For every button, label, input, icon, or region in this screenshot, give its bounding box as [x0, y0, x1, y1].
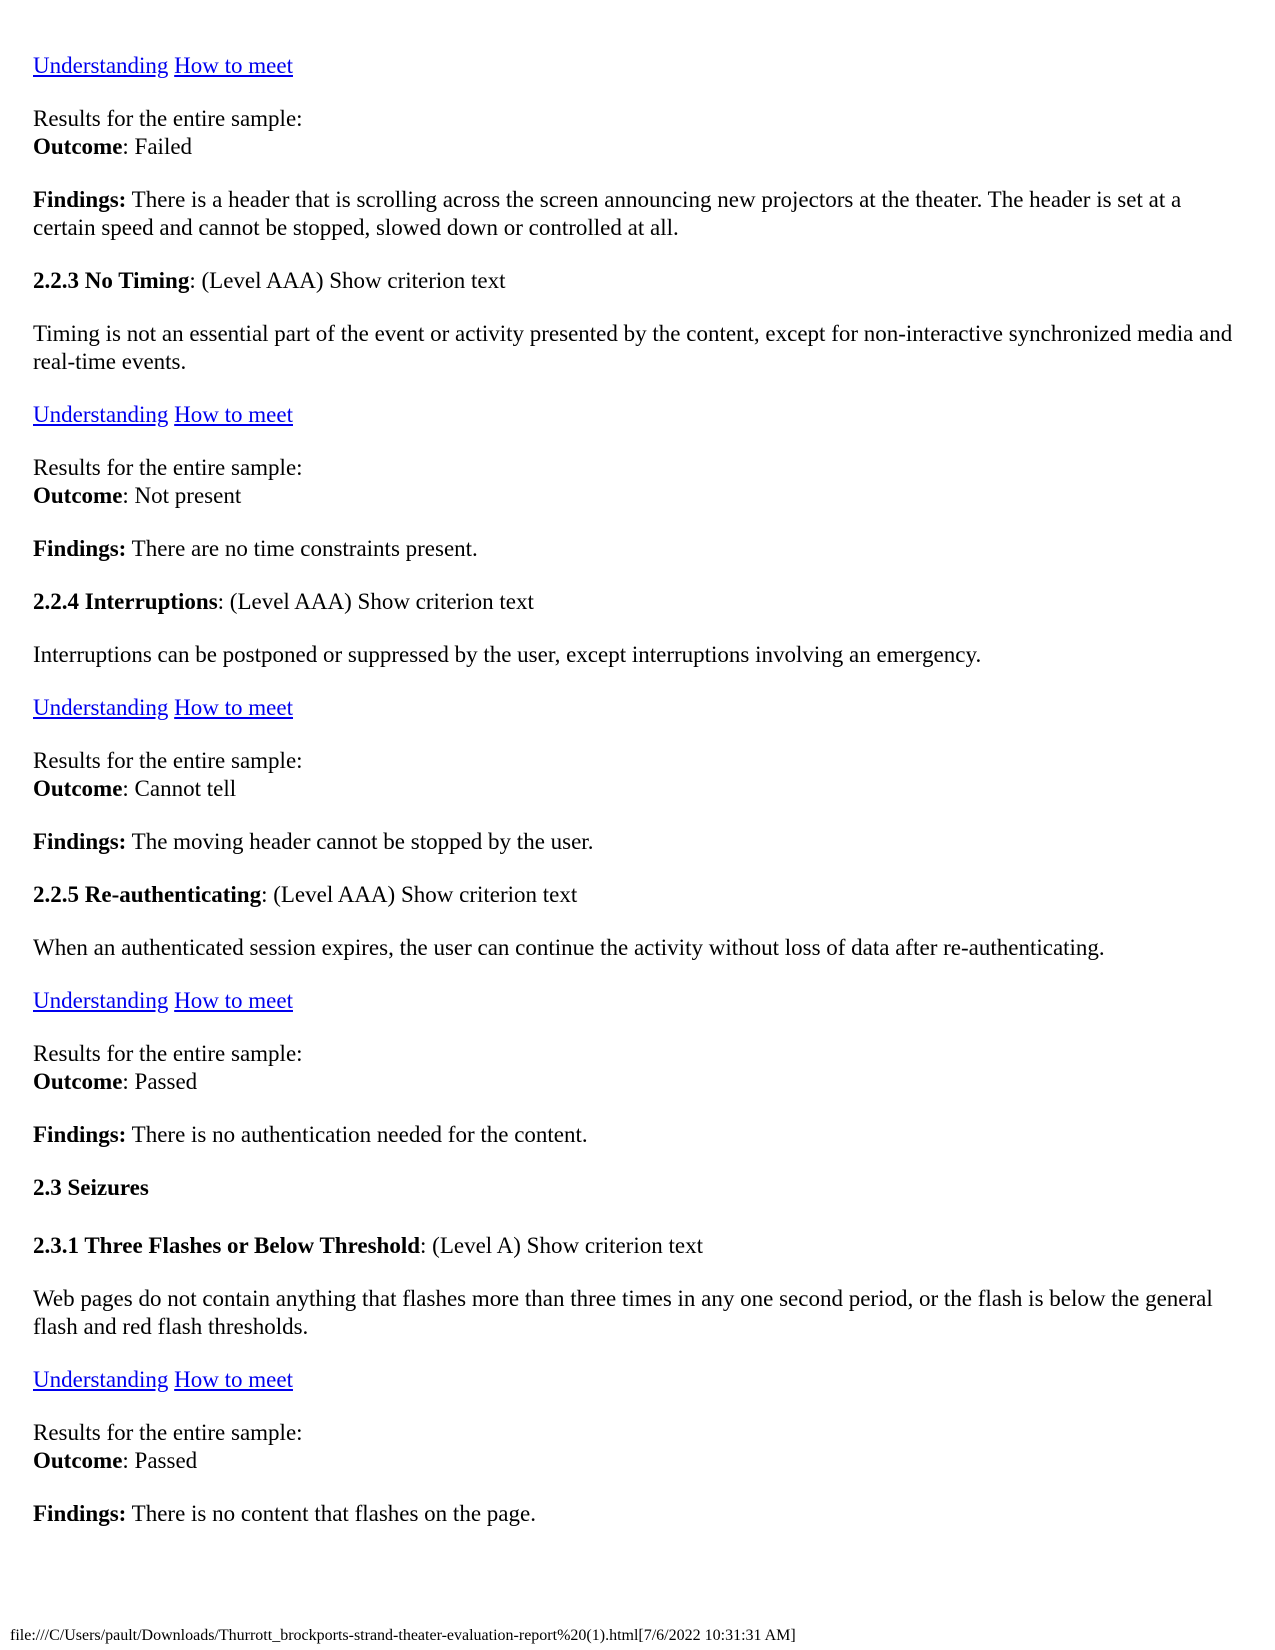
criterion-title: 2.2.5 Re-authenticating	[33, 882, 262, 907]
findings-line	[33, 1500, 1248, 1528]
outcome-label: Outcome	[33, 134, 123, 159]
results-label: Results for the entire sample:	[33, 106, 303, 131]
criterion-description: Timing is not an essential part of the event or activity presented by the content, except for non-interactive synchronized media and real-time events.	[33, 321, 1233, 374]
criterion-description: Interruptions can be postponed or suppressed by the user, except interruptions involving an emergency.	[33, 642, 982, 667]
criterion-heading	[33, 588, 1248, 616]
findings-line	[33, 1121, 1248, 1149]
findings-text: There is no authentication needed for the content.	[126, 1122, 588, 1147]
criterion-heading	[33, 267, 1248, 295]
outcome-line	[33, 775, 1248, 803]
criterion-links	[33, 987, 1248, 1015]
how-to-meet-link[interactable]: How to meet	[174, 1367, 293, 1392]
how-to-meet-link[interactable]: How to meet	[174, 988, 293, 1013]
outcome-label: Outcome	[33, 1448, 123, 1473]
criterion-level: : (Level AAA) Show criterion text	[217, 589, 534, 614]
outcome-value: : Passed	[122, 1448, 198, 1473]
criterion-links	[33, 694, 1248, 722]
understanding-link[interactable]: Understanding	[33, 1367, 169, 1392]
criterion-title: 2.2.4 Interruptions	[33, 589, 218, 614]
results-label: Results for the entire sample:	[33, 1041, 303, 1066]
criterion-level: : (Level A) Show criterion text	[420, 1233, 703, 1258]
outcome-value: : Failed	[122, 134, 193, 159]
understanding-link[interactable]: Understanding	[33, 53, 169, 78]
criterion-description: Web pages do not contain anything that flashes more than three times in any one second period, or the flash is below the general flash and red flash thresholds.	[33, 1286, 1213, 1339]
results-label: Results for the entire sample:	[33, 1420, 303, 1445]
outcome-value: : Not present	[122, 483, 242, 508]
understanding-link[interactable]: Understanding	[33, 695, 169, 720]
understanding-link[interactable]: Understanding	[33, 402, 169, 427]
how-to-meet-link[interactable]: How to meet	[174, 402, 293, 427]
outcome-label: Outcome	[33, 483, 123, 508]
criterion-links	[33, 401, 1248, 429]
findings-label: Findings:	[33, 1122, 127, 1147]
criterion-heading	[33, 881, 1248, 909]
criterion-level: : (Level AAA) Show criterion text	[261, 882, 578, 907]
how-to-meet-link[interactable]: How to meet	[174, 695, 293, 720]
results-label: Results for the entire sample:	[33, 455, 303, 480]
outcome-line	[33, 1068, 1248, 1096]
criterion-heading	[33, 1232, 1248, 1260]
findings-text: The moving header cannot be stopped by the user.	[126, 829, 594, 854]
findings-text: There are no time constraints present.	[126, 536, 478, 561]
section-heading: 2.3 Seizures	[33, 1175, 149, 1200]
criterion-description: When an authenticated session expires, the user can continue the activity without loss of data after re-authenticating.	[33, 935, 1105, 960]
findings-text: There is a header that is scrolling across the screen announcing new projectors at the theater. The header is set at a certain speed and cannot be stopped, slowed down or controlled at all.	[33, 187, 1182, 240]
criterion-title: 2.3.1 Three Flashes or Below Threshold	[33, 1233, 421, 1258]
findings-line	[33, 186, 1248, 242]
print-footer-url: file:///C/Users/pault/Downloads/Thurrott_brockports-strand-theater-evaluation-report%20(1).html[7/6/2022 10:31:31 AM]	[10, 1627, 796, 1644]
criterion-title: 2.2.3 No Timing	[33, 268, 190, 293]
outcome-line	[33, 482, 1248, 510]
how-to-meet-link[interactable]: How to meet	[174, 53, 293, 78]
outcome-label: Outcome	[33, 776, 123, 801]
report-page	[33, 52, 1248, 1553]
criterion-links	[33, 1366, 1248, 1394]
findings-text: There is no content that flashes on the page.	[126, 1501, 536, 1526]
findings-line	[33, 535, 1248, 563]
outcome-line	[33, 1447, 1248, 1475]
outcome-value: : Passed	[122, 1069, 198, 1094]
outcome-value: : Cannot tell	[122, 776, 237, 801]
criterion-level: : (Level AAA) Show criterion text	[189, 268, 506, 293]
findings-line	[33, 828, 1248, 856]
findings-label: Findings:	[33, 536, 127, 561]
understanding-link[interactable]: Understanding	[33, 988, 169, 1013]
findings-label: Findings:	[33, 187, 127, 212]
results-label: Results for the entire sample:	[33, 748, 303, 773]
findings-label: Findings:	[33, 1501, 127, 1526]
outcome-label: Outcome	[33, 1069, 123, 1094]
criterion-links	[33, 52, 1248, 80]
findings-label: Findings:	[33, 829, 127, 854]
outcome-line	[33, 133, 1248, 161]
